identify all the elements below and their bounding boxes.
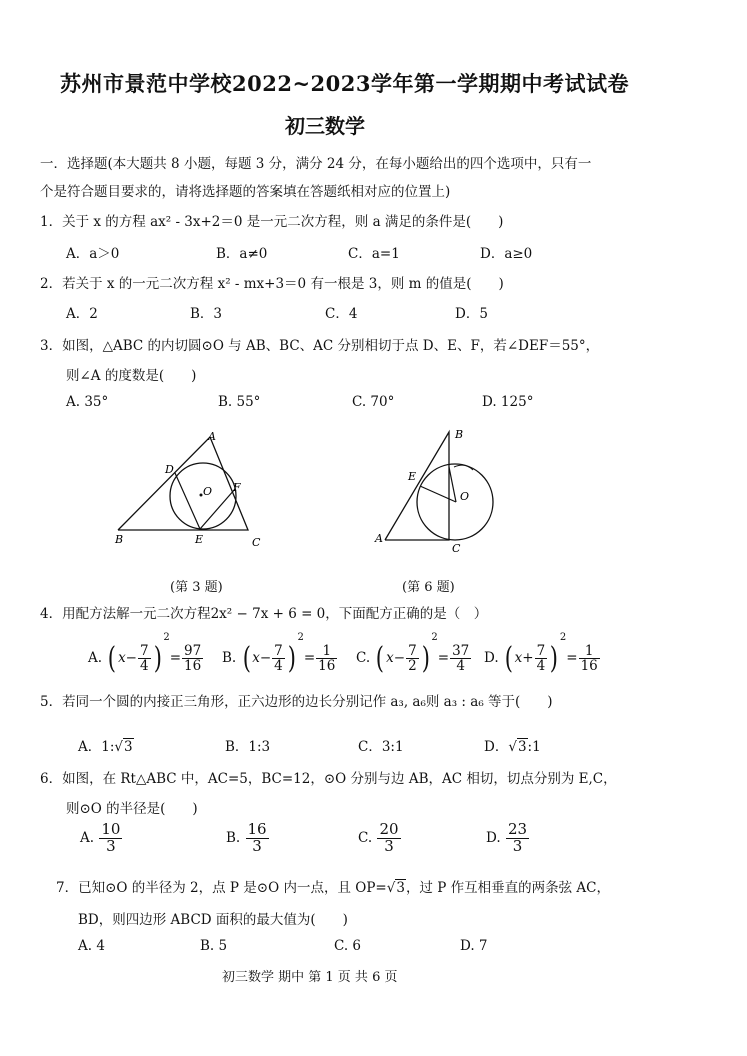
frac-den: 16 [318,658,336,674]
exponent: 2 [559,632,567,643]
frac-num: 1 [579,644,600,659]
q4-stem-pre: 4．用配方法解一元二次方程 [40,606,211,622]
q4-option-c: C. ( x− $\frac{7}{2}$ )$^2$= $\frac{37}{4}$ [356,632,470,676]
q6-stem-line1: 6．如图，在 Rt△ABC 中，AC=5，BC=12，⊙O 分别与边 AB，AC 相切，切点分别为 E,C， [40,771,617,787]
q7-option-a: A. 4 [78,938,105,954]
frac-num: 20 [379,820,399,838]
fig3-label-b: B [115,533,124,546]
q4-equation: 2x² − 7x + 6 = 0 [210,606,326,622]
q4-option-a: A. ( x− $\frac{7}{4}$ )$^2$= $\frac{97}{16}$ [88,632,202,676]
q7-radicand: 3 [396,880,405,896]
frac-num: 7 [408,642,417,659]
q4-option-d: D. ( x+ $\frac{7}{4}$ )$^2$= $\frac{1}{16}$ [484,632,598,676]
q4-option-b: B. ( x− $\frac{7}{4}$ )$^2$= $\frac{1}{16}$ [222,632,336,676]
q6-option-c [358,822,402,855]
frac-num: 97 [184,642,202,659]
q1-option-b: B．a≠0 [216,246,268,262]
q5-option-a: A．1:√3 [78,739,133,755]
q4-option-letter: A. [88,650,103,666]
q5-d-text: D． [484,739,509,755]
q2-option-d: D．5 [455,306,488,322]
q5-option-d: D．√3:1 [484,739,541,755]
q6-option-letter: C. [358,829,373,846]
frac-num: 1 [316,644,337,659]
q4-option-letter: C. [356,650,371,666]
figure-3-triangle-incircle [100,425,280,555]
triangle-def [175,473,235,529]
fig6-label-e: E [408,470,417,483]
q5-stem: 5．若同一个圆的内接正三角形，正六边形的边长分别记作 a₃, a₆则 a₃ : a₆ 等于( ) [40,694,553,710]
frac-num: 7 [274,642,283,659]
q4-inner: x− [252,650,272,666]
q3-option-b: B. 55° [218,394,261,410]
frac-den: 16 [580,658,598,674]
q5-d-suffix: :1 [527,739,541,755]
q7-stem-post: ，过 P 作互相垂直的两条弦 AC， [405,880,610,896]
fig3-label-e: E [195,533,204,546]
arc-mark [454,465,473,470]
q7-stem-pre: 7．已知⊙O 的半径为 2，点 P 是⊙O 内一点，且 OP= [56,880,387,896]
exponent: 2 [431,632,438,643]
fig6-label-o: O [460,490,470,503]
q5-a-radicand: 3 [124,739,133,755]
triangle-abc [385,432,449,540]
q1-option-c: C．a=1 [348,246,400,262]
q1-option-a: A．a＞0 [66,246,120,262]
fig6-label-b: B [455,428,464,441]
fig6-label-c: C [452,542,461,555]
figure-3-caption: (第 3 题) [170,580,223,595]
fig3-label-d: D [165,463,174,476]
frac-den: 3 [252,836,262,855]
section-instructions-line1: 一．选择题(本大题共 8 小题，每题 3 分，满分 24 分，在每小题给出的四个选项中，只有一 [40,156,592,172]
q7-stem-line1: 7．已知⊙O 的半径为 2，点 P 是⊙O 内一点，且 OP=√3，过 P 作互相垂直的两条弦 AC， [56,880,610,896]
q4-inner: x− [118,650,137,666]
q6-option-d [486,822,530,855]
fig3-label-f: F [233,481,241,494]
q3-stem-line1: 3．如图，△ABC 的内切圆⊙O 与 AB、BC、AC 分别相切于点 D、E、F，若∠DEF＝55°， [40,338,600,354]
frac-den: 3 [106,836,116,855]
q3-option-d: D. 125° [482,394,534,410]
q4-inner: x+ [514,650,534,666]
figure-6-caption: (第 6 题) [402,580,455,595]
frac-num: 16 [247,820,267,838]
page-subtitle: 初三数学 [285,114,365,138]
q5-option-b: B．1:3 [225,739,271,755]
page-footer: 初三数学 期中 第 1 页 共 6 页 [222,970,398,985]
section-instructions-line2: 个是符合题目要求的，请将选择题的答案填在答题纸相对应的位置上) [40,184,451,200]
q2-stem: 2．若关于 x 的一元二次方程 x² - mx+3＝0 有一根是 3，则 m 的值是( ) [40,276,504,292]
q7-stem-line2: BD，则四边形 ABCD 面积的最大值为( ) [78,912,348,928]
frac-num: 7 [536,642,546,659]
frac-num: 7 [140,642,149,659]
frac-num: 10 [101,820,121,838]
q6-option-b [226,822,270,855]
exponent: 2 [297,632,304,643]
frac-den: 4 [140,658,149,674]
q2-option-a: A．2 [66,306,98,322]
fig3-label-c: C [252,536,261,549]
frac-den: 4 [536,658,546,674]
frac-den: 4 [456,658,465,674]
q4-option-letter: D. [484,650,499,666]
q6-option-letter: B. [226,829,241,846]
q3-option-c: C. 70° [352,394,395,410]
frac-num: 37 [452,642,470,659]
q6-option-a [80,822,123,855]
q4-inner: x− [386,650,406,666]
q6-option-letter: A. [80,829,95,846]
radius-segment [449,467,456,502]
q2-option-c: C．4 [325,306,358,322]
frac-den: 3 [512,836,523,855]
frac-den: 16 [184,658,202,674]
q5-d-radicand: 3 [517,739,527,755]
q7-option-c: C. 6 [334,938,362,954]
frac-den: 2 [408,658,417,674]
q2-option-b: B．3 [190,306,223,322]
q3-stem-line2: 则∠A 的度数是( ) [66,368,197,384]
q7-option-d: D. 7 [460,938,488,954]
q7-option-b: B. 5 [200,938,228,954]
q3-option-a: A. 35° [66,394,109,410]
fig3-label-o: O [203,485,213,498]
exponent: 2 [163,632,170,643]
frac-den: 3 [384,836,394,855]
q6-stem-line2: 则⊙O 的半径是( ) [66,801,198,817]
q5-a-text: A．1: [78,739,115,755]
frac-num: 23 [507,820,528,838]
q4-stem [40,602,487,622]
q1-option-d: D．a≥0 [480,246,533,262]
q6-option-letter: D. [486,829,501,846]
q4-option-letter: B. [222,650,237,666]
page-title: 苏州市景范中学校2022~2023学年第一学期期中考试试卷 [60,71,629,96]
radius-oe [420,486,456,502]
q1-stem: 1．关于 x 的方程 ax² - 3x+2＝0 是一元二次方程，则 a 满足的条件是( ) [40,214,504,230]
fig6-label-a: A [375,532,383,545]
q5-option-c: C．3:1 [358,739,404,755]
q4-stem-post: ，下面配方正确的是（ ） [325,606,488,622]
frac-den: 4 [274,658,283,674]
fig3-label-a: A [208,430,216,443]
figure-6-right-triangle-circle [370,422,510,557]
